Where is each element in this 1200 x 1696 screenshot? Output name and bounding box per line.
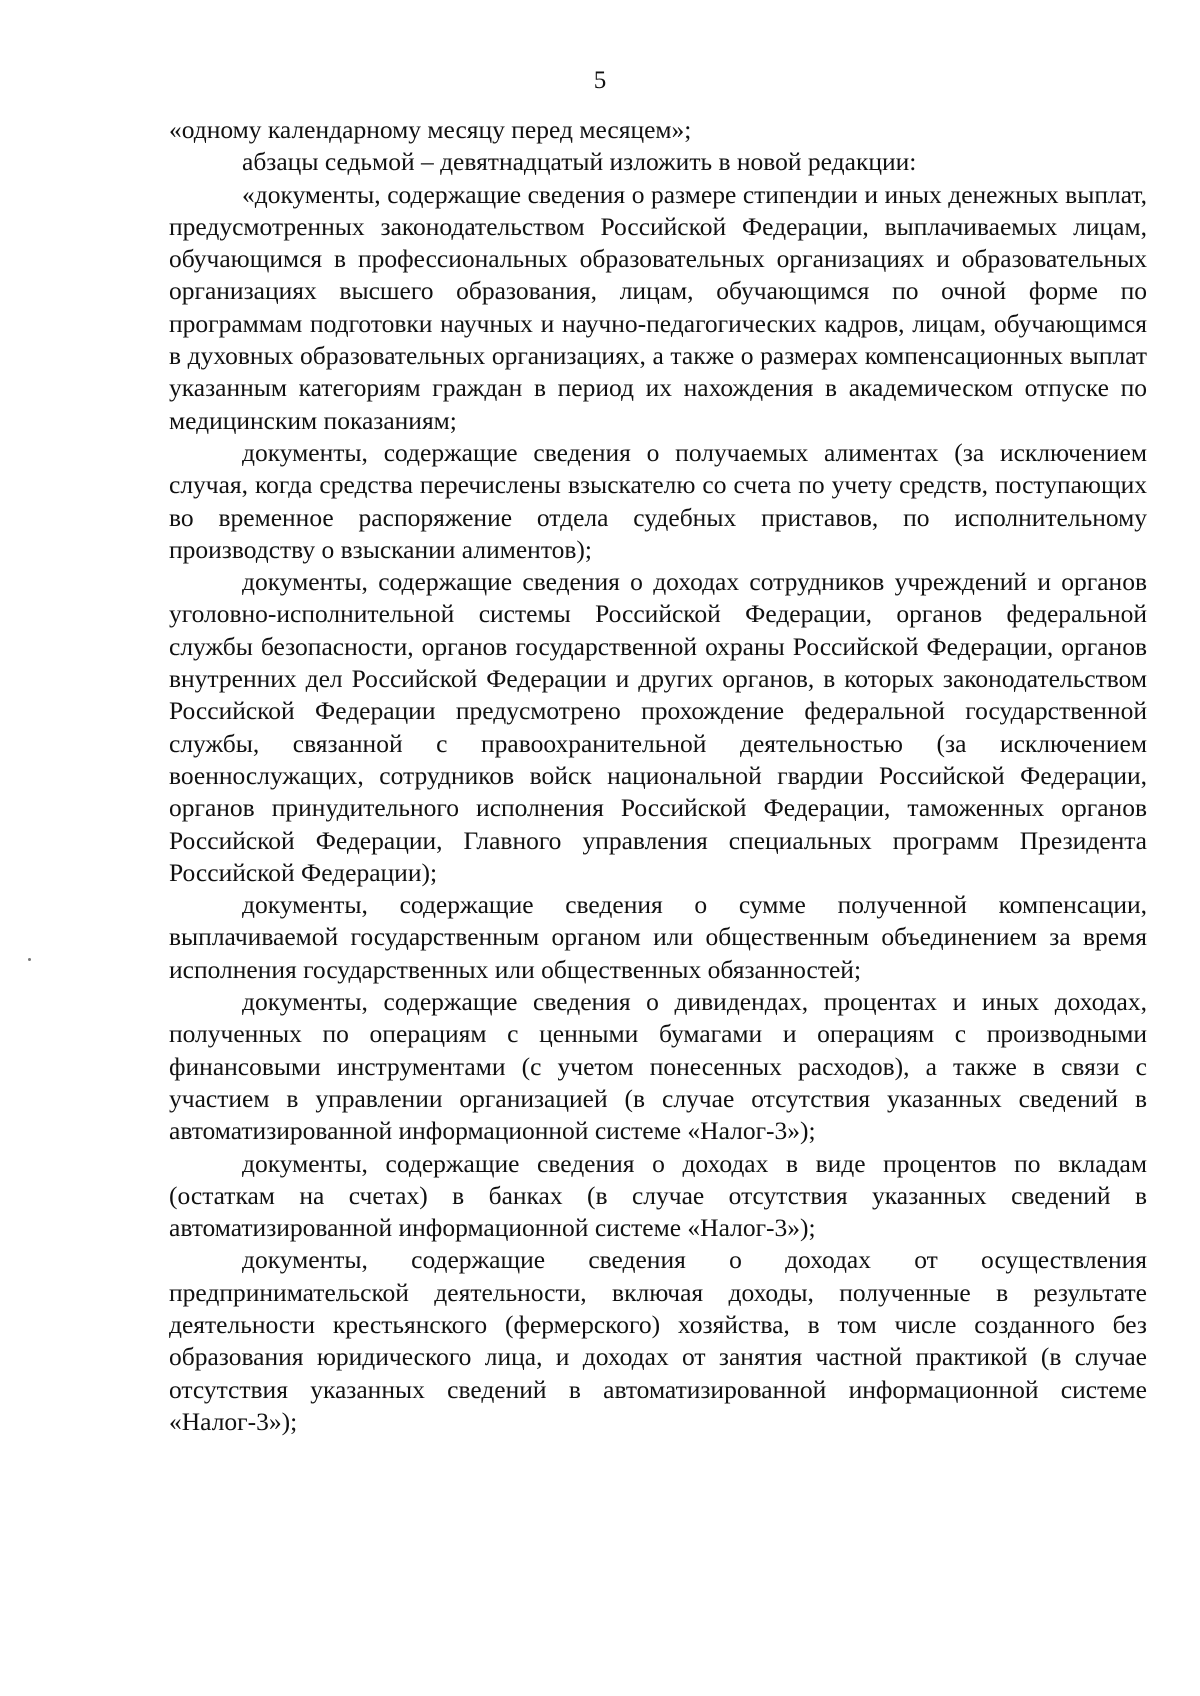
paragraph-deposit-interest-documents: документы, содержащие сведения о доходах в виде процентов по вкладам (остаткам на счетах) в банках (в случае отсутствия указанных сведений в автоматизированной информационной системе «Налог-3»); [169,1148,1147,1243]
paragraph-amendment-intro: абзацы седьмой – девятнадцатый изложить в новой редакции: [242,147,917,177]
document-body [169,114,1147,1438]
paragraph-alimony-documents: документы, содержащие сведения о получаемых алиментах (за исключением случая, когда средства перечислены взыскателю со счета по учету средств, поступающих во временное распоряжение отдела судебных приставов, по исполнительному производству о взыскании алиментов); [169,437,1147,564]
paragraph-law-enforcement-income: документы, содержащие сведения о доходах сотрудников учреждений и органов уголовно-исполнительной системы Российской Федерации, органов федеральной службы безопасности, органов государственной охраны Российской Федерации, органов внутренних дел Российской Федерации и других органов, в которых законодательством Российской Федерации предусмотрено прохождение федеральной государственной службы, связанной с правоохранительной деятельностью (за исключением военнослужащих, сотрудников войск национальной гвардии Российской Федерации, органов принудительного исполнения Российской Федерации, таможенных органов Российской Федерации, Главного управления специальных программ Президента Российской Федерации); [169,567,1147,887]
scan-artifact-dot [28,958,31,961]
paragraph-compensation-documents: документы, содержащие сведения о сумме полученной компенсации, выплачиваемой государственным органом или общественным объединением за время исполнения государственных или общественных обязанностей; [169,890,1147,984]
paragraph-entrepreneurship-income: документы, содержащие сведения о доходах от осуществления предпринимательской деятельности, включая доходы, полученные в результате деятельности крестьянского (фермерского) хозяйства, в том числе созданного без образования юридического лица, и доходах от занятия частной практикой (в случае отсутствия указанных сведений в автоматизированной информационной системе «Налог-3»); [169,1245,1147,1436]
paragraph-dividends-documents: документы, содержащие сведения о дивидендах, процентах и иных доходах, полученных по операциям с ценными бумагами и операциям с производными финансовыми инструментами (с учетом понесенных расходов), а также в связи с участием в управлении организацией (в случае отсутствия указанных сведений в автоматизированной информационной системе «Налог-3»); [169,987,1147,1146]
paragraph-stipend-documents: «документы, содержащие сведения о размере стипендии и иных денежных выплат, предусмотренных законодательством Российской Федерации, выплачиваемых лицам, обучающимся в профессиональных образовательных организациях и образовательных организациях высшего образования, лицам, обучающимся по очной форме по программам подготовки научных и научно-педагогических кадров, лицам, обучающимся в духовных образовательных организациях, а также о размерах компенсационных выплат указанным категориям граждан в период их нахождения в академическом отпуске по медицинским показаниям; [169,179,1147,435]
page-number: 5 [593,67,607,94]
paragraph-continuation: «одному календарному месяцу перед месяцем»; [169,115,692,144]
